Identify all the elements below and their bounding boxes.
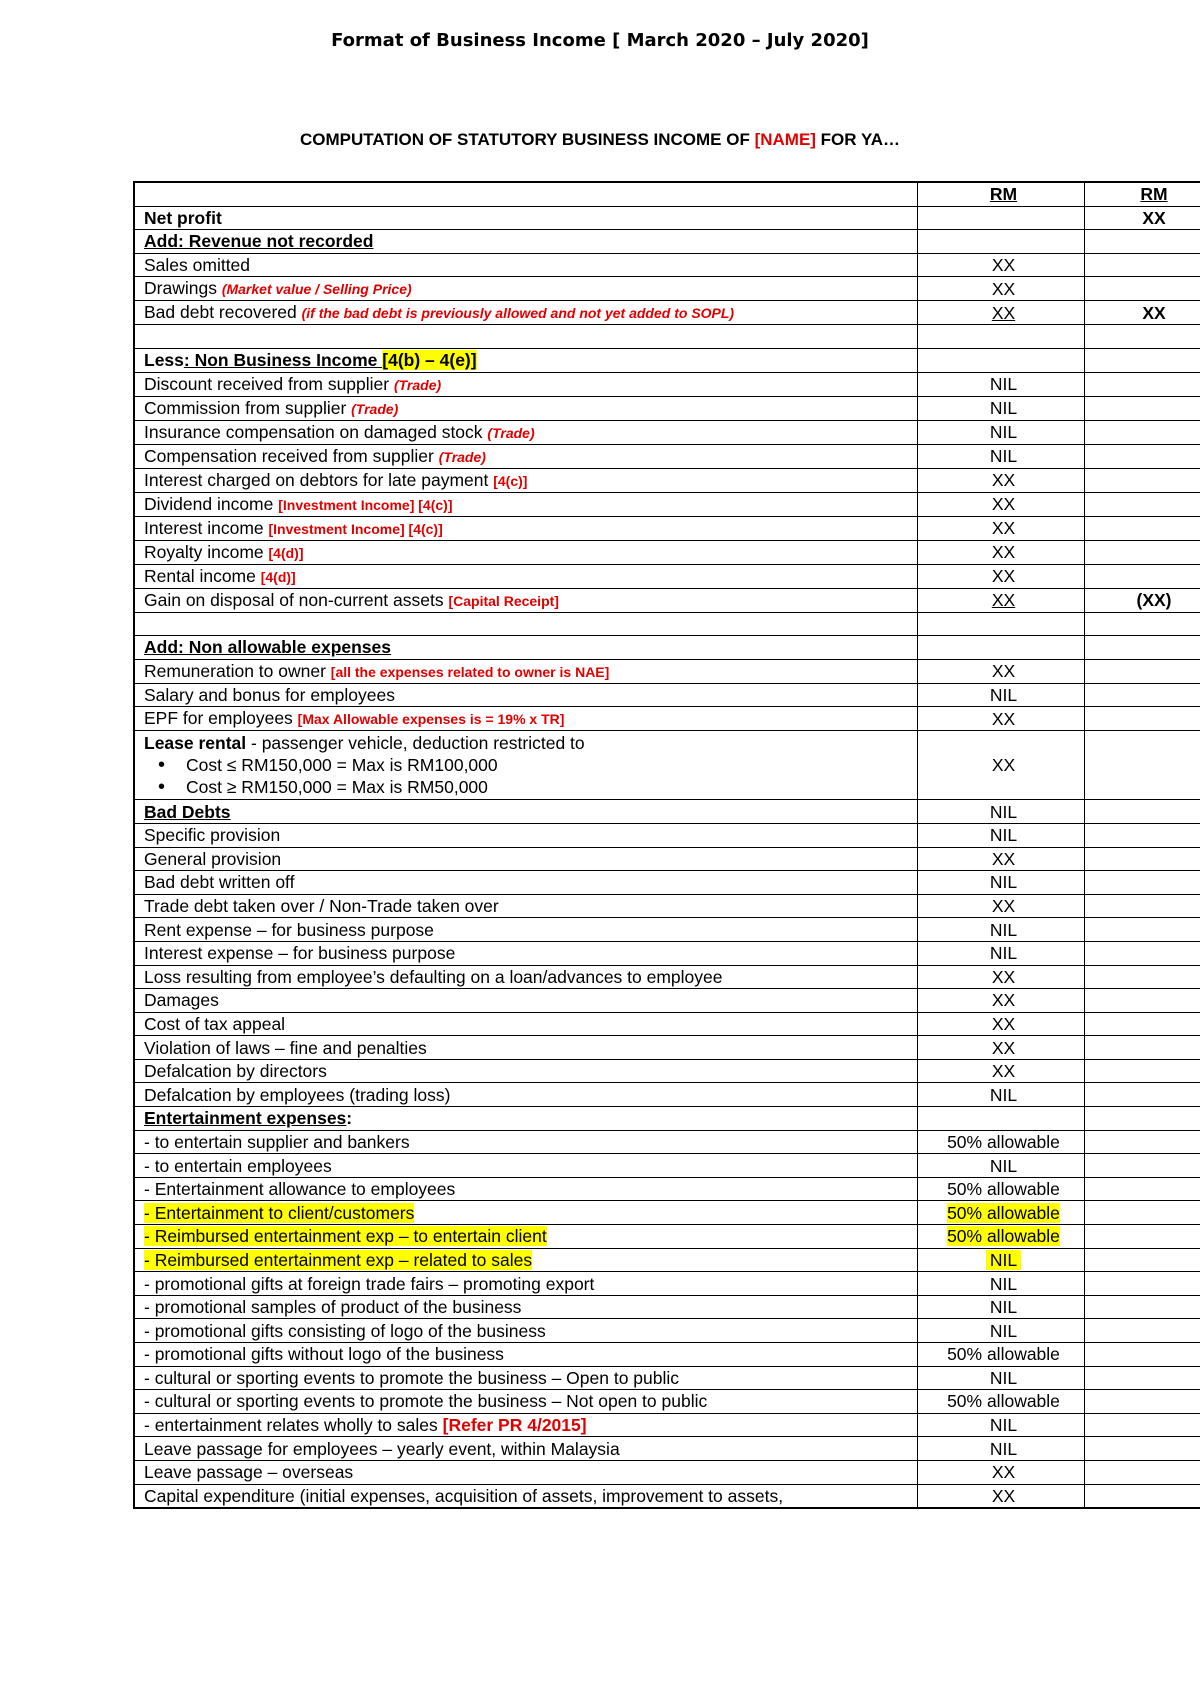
- table-row: [134, 659, 1200, 683]
- row-text: Drawings: [144, 278, 222, 299]
- row-label: - cultural or sporting events to promote the business – Open to public: [134, 1366, 918, 1390]
- section-heading: [134, 230, 918, 254]
- row-note: [Investment Income] [4(c)]: [268, 520, 443, 537]
- cell: [1085, 230, 1200, 254]
- row-note: (Trade): [351, 400, 399, 417]
- cell: [1085, 800, 1200, 824]
- cell: [1085, 1366, 1200, 1390]
- row-label: - Entertainment allowance to employees: [134, 1177, 918, 1201]
- cell: [1085, 1413, 1200, 1437]
- document-title: Format of Business Income [ March 2020 – July 2020]: [331, 30, 869, 51]
- table-row: [134, 253, 1200, 277]
- table-row: [134, 1366, 1200, 1390]
- lease-bold: Lease rental: [144, 733, 247, 754]
- heading-prefix: COMPUTATION OF STATUTORY BUSINESS INCOME OF: [299, 130, 755, 149]
- row-note: [Refer PR 4/2015]: [442, 1415, 587, 1436]
- row-value: XX: [918, 277, 1085, 301]
- row-label: [134, 492, 918, 516]
- cell: [1085, 918, 1200, 942]
- table-row: [134, 847, 1200, 871]
- row-label: [134, 516, 918, 540]
- table-row: [134, 1413, 1200, 1437]
- highlighted-text: - Entertainment to client/customers: [144, 1202, 415, 1223]
- row-label: [134, 564, 918, 588]
- table-row: [134, 372, 1200, 396]
- cell: [1085, 1201, 1200, 1225]
- row-note: [Capital Receipt]: [448, 592, 559, 609]
- table-row: [134, 468, 1200, 492]
- row-value: XX: [918, 1460, 1085, 1484]
- table-row: [134, 1083, 1200, 1107]
- row-note: (Trade): [393, 376, 442, 393]
- section-heading: [134, 1107, 918, 1131]
- row-value: XX: [918, 588, 1085, 612]
- row-note: (Trade): [487, 424, 535, 441]
- rm-header-2: RM: [1085, 182, 1200, 206]
- cell: [1085, 1343, 1200, 1367]
- row-label: Leave passage – overseas: [134, 1460, 918, 1484]
- table-row: [134, 516, 1200, 540]
- table-row-highlighted: [134, 1201, 1200, 1225]
- row-label: [134, 707, 918, 731]
- table-row: [134, 707, 1200, 731]
- cell: [918, 1107, 1085, 1131]
- cell: [1085, 871, 1200, 895]
- table-row: [134, 540, 1200, 564]
- table-row: [134, 1319, 1200, 1343]
- cell: [1085, 468, 1200, 492]
- highlighted-value: NIL: [986, 1250, 1021, 1270]
- row-label: Trade debt taken over / Non-Trade taken over: [134, 894, 918, 918]
- heading-name: [NAME]: [754, 130, 816, 149]
- row-value: NIL: [918, 823, 1085, 847]
- table-row: [134, 588, 1200, 612]
- lease-rental-cell: [134, 731, 918, 800]
- row-value-2: XX: [1085, 206, 1200, 230]
- cell: [1085, 1319, 1200, 1343]
- table-row: [134, 965, 1200, 989]
- row-note: [all the expenses related to owner is NAE]: [330, 663, 610, 680]
- section-heading: [134, 800, 918, 824]
- table-row: [134, 636, 1200, 660]
- section-label: Bad Debts: [144, 801, 231, 822]
- row-label: Cost of tax appeal: [134, 1012, 918, 1036]
- cell: [1085, 540, 1200, 564]
- row-value: 50% allowable: [918, 1390, 1085, 1414]
- highlighted-value: 50% allowable: [947, 1226, 1060, 1247]
- cell: [918, 612, 1085, 636]
- cell: [1085, 396, 1200, 420]
- row-text: Gain on disposal of non-current assets: [144, 589, 449, 610]
- cell: [1085, 444, 1200, 468]
- cell: [1085, 1295, 1200, 1319]
- cell: [134, 182, 918, 206]
- row-label: [134, 588, 918, 612]
- row-label: Specific provision: [134, 823, 918, 847]
- section-heading: [134, 636, 918, 660]
- row-note: (Trade): [438, 448, 486, 465]
- row-label: Violation of laws – fine and penalties: [134, 1036, 918, 1060]
- section-colon: :: [346, 1108, 353, 1129]
- cell: [1085, 1130, 1200, 1154]
- row-label: [134, 444, 918, 468]
- row-value: NIL: [918, 372, 1085, 396]
- empty-row: [134, 612, 1200, 636]
- section-label: Add: Revenue not recorded: [144, 231, 374, 252]
- section-prefix: Less: [144, 350, 184, 371]
- row-text: Bad debt recovered: [144, 302, 302, 323]
- section-label: Add: Non allowable expenses: [144, 637, 391, 658]
- table-row: [134, 230, 1200, 254]
- cell: [1085, 1248, 1200, 1272]
- cell: [1085, 1083, 1200, 1107]
- cell: [1085, 1225, 1200, 1249]
- row-value: NIL: [918, 918, 1085, 942]
- table-row: [134, 1012, 1200, 1036]
- row-text: Commission from supplier: [144, 397, 352, 418]
- table-row: [134, 396, 1200, 420]
- row-value: [918, 1248, 1085, 1272]
- table-row: [134, 348, 1200, 372]
- lease-line: [144, 732, 913, 754]
- row-label: - to entertain employees: [134, 1154, 918, 1178]
- row-value: [918, 1225, 1085, 1249]
- highlighted-text: - Reimbursed entertainment exp – related to sales: [144, 1249, 533, 1270]
- table-row: [134, 1390, 1200, 1414]
- row-value: 50% allowable: [918, 1343, 1085, 1367]
- row-label: [134, 540, 918, 564]
- row-label: - promotional gifts without logo of the business: [134, 1343, 918, 1367]
- row-note: [4(d)]: [260, 568, 296, 585]
- table-row: [134, 1484, 1200, 1508]
- row-label: [134, 420, 918, 444]
- table-row: [134, 941, 1200, 965]
- row-label: - promotional samples of product of the business: [134, 1295, 918, 1319]
- row-text: Insurance compensation on damaged stock: [144, 421, 488, 442]
- row-label: [134, 396, 918, 420]
- row-label: Bad debt written off: [134, 871, 918, 895]
- cell: [1085, 1059, 1200, 1083]
- computation-table: [133, 181, 1200, 1509]
- cell: [1085, 989, 1200, 1013]
- cell: [1085, 1177, 1200, 1201]
- row-note: [4(d)]: [268, 544, 304, 561]
- cell: [1085, 253, 1200, 277]
- table-row: [134, 823, 1200, 847]
- table-row: [134, 564, 1200, 588]
- cell: [1085, 1036, 1200, 1060]
- cell: [1085, 1154, 1200, 1178]
- row-value: NIL: [918, 1319, 1085, 1343]
- cell: [918, 636, 1085, 660]
- table-row: [134, 206, 1200, 230]
- cell: [1085, 372, 1200, 396]
- table-row: [134, 1177, 1200, 1201]
- cell: [1085, 894, 1200, 918]
- table-row: [134, 492, 1200, 516]
- cell: [1085, 564, 1200, 588]
- row-value: XX: [918, 253, 1085, 277]
- row-label: Rent expense – for business purpose: [134, 918, 918, 942]
- row-label: Defalcation by directors: [134, 1059, 918, 1083]
- cell: [134, 325, 918, 349]
- row-label: [134, 1225, 918, 1249]
- highlighted-value: 50% allowable: [947, 1202, 1060, 1223]
- row-value: XX: [918, 1036, 1085, 1060]
- row-label: Leave passage for employees – yearly event, within Malaysia: [134, 1437, 918, 1461]
- row-label: Sales omitted: [134, 253, 918, 277]
- row-value: NIL: [918, 800, 1085, 824]
- table-row: [134, 1295, 1200, 1319]
- cell: [1085, 612, 1200, 636]
- row-text: Discount received from supplier: [144, 373, 394, 394]
- row-value: XX: [918, 731, 1085, 800]
- heading-suffix: FOR YA…: [815, 130, 901, 149]
- cell: [1085, 707, 1200, 731]
- cell: [134, 612, 918, 636]
- row-label: Damages: [134, 989, 918, 1013]
- empty-row: [134, 325, 1200, 349]
- row-label: Defalcation by employees (trading loss): [134, 1083, 918, 1107]
- section-label: : Non Business Income: [183, 350, 383, 371]
- row-label: - promotional gifts consisting of logo of the business: [134, 1319, 918, 1343]
- row-value: NIL: [918, 1083, 1085, 1107]
- row-label: Interest expense – for business purpose: [134, 941, 918, 965]
- cell: [1085, 420, 1200, 444]
- table-row: [134, 800, 1200, 824]
- cell: [918, 206, 1085, 230]
- rm-header-1: RM: [918, 182, 1085, 206]
- row-value: NIL: [918, 1366, 1085, 1390]
- row-value: XX: [918, 492, 1085, 516]
- row-text: Remuneration to owner: [144, 660, 331, 681]
- table-row: [134, 1130, 1200, 1154]
- row-label: General provision: [134, 847, 918, 871]
- cell: [1085, 1437, 1200, 1461]
- row-value: [918, 1201, 1085, 1225]
- cell: [1085, 636, 1200, 660]
- row-value: NIL: [918, 1437, 1085, 1461]
- table-row: [134, 420, 1200, 444]
- cell: [1085, 965, 1200, 989]
- row-value: XX: [918, 1059, 1085, 1083]
- cell: [1085, 325, 1200, 349]
- row-label: Net profit: [134, 206, 918, 230]
- row-value: XX: [918, 707, 1085, 731]
- table-row: [134, 1036, 1200, 1060]
- row-label: [134, 372, 918, 396]
- row-value: XX: [918, 301, 1085, 325]
- cell: [1085, 1272, 1200, 1296]
- table-row: [134, 277, 1200, 301]
- row-value: NIL: [918, 420, 1085, 444]
- row-value: XX: [918, 965, 1085, 989]
- highlighted-text: - Reimbursed entertainment exp – to entertain client: [144, 1226, 547, 1247]
- table-row: [134, 1059, 1200, 1083]
- table-row: [134, 731, 1200, 800]
- lease-bullets: [144, 754, 913, 798]
- cell: [1085, 683, 1200, 707]
- table-row: [134, 1154, 1200, 1178]
- row-value: NIL: [918, 1295, 1085, 1319]
- cell: [1085, 659, 1200, 683]
- row-text: Royalty income: [144, 541, 269, 562]
- row-value: XX: [918, 1484, 1085, 1508]
- row-value: NIL: [918, 871, 1085, 895]
- cell: [1085, 731, 1200, 800]
- table-row: [134, 301, 1200, 325]
- row-text: Interest income: [144, 517, 269, 538]
- table-row: [134, 918, 1200, 942]
- row-note: (if the bad debt is previously allowed and not yet added to SOPL): [301, 305, 735, 322]
- section-ref: [4(b) – 4(e)]: [382, 350, 477, 371]
- cell: [1085, 1484, 1200, 1508]
- row-text: - entertainment relates wholly to sales: [144, 1415, 443, 1436]
- row-text: Interest charged on debtors for late payment: [144, 469, 494, 490]
- cell: [918, 325, 1085, 349]
- row-value: XX: [918, 1012, 1085, 1036]
- row-text: Rental income: [144, 565, 261, 586]
- cell: [1085, 1460, 1200, 1484]
- row-value: XX: [918, 894, 1085, 918]
- cell: [918, 230, 1085, 254]
- cell: [1085, 847, 1200, 871]
- cell: [918, 348, 1085, 372]
- row-label: - promotional gifts at foreign trade fairs – promoting export: [134, 1272, 918, 1296]
- row-label: [134, 468, 918, 492]
- table-row: [134, 1460, 1200, 1484]
- cell: [1085, 941, 1200, 965]
- row-note: [Max Allowable expenses is = 19% x TR]: [297, 711, 565, 728]
- row-value: NIL: [918, 396, 1085, 420]
- row-label: - to entertain supplier and bankers: [134, 1130, 918, 1154]
- row-value: XX: [918, 540, 1085, 564]
- table-row-highlighted: [134, 1248, 1200, 1272]
- row-label: - cultural or sporting events to promote the business – Not open to public: [134, 1390, 918, 1414]
- table-row: [134, 989, 1200, 1013]
- row-value: XX: [918, 468, 1085, 492]
- row-value: XX: [918, 659, 1085, 683]
- table-row: [134, 1343, 1200, 1367]
- cell: [1085, 348, 1200, 372]
- table-row: [134, 1437, 1200, 1461]
- section-label: Entertainment expenses: [144, 1108, 347, 1129]
- list-item: • Cost ≤ RM150,000 = Max is RM100,000: [172, 754, 913, 776]
- section-heading: [134, 348, 918, 372]
- row-text: Dividend income: [144, 493, 279, 514]
- row-note: (Market value / Selling Price): [221, 281, 412, 298]
- cell: [1085, 823, 1200, 847]
- lease-text: - passenger vehicle, deduction restricted to: [246, 733, 585, 754]
- cell: [1085, 492, 1200, 516]
- row-label: [134, 659, 918, 683]
- cell: [1085, 277, 1200, 301]
- cell: [1085, 1390, 1200, 1414]
- row-value: XX: [918, 847, 1085, 871]
- table-row: [134, 1272, 1200, 1296]
- row-value: 50% allowable: [918, 1130, 1085, 1154]
- row-label: [134, 1248, 918, 1272]
- row-value: NIL: [918, 444, 1085, 468]
- row-value: 50% allowable: [918, 1177, 1085, 1201]
- row-label: Loss resulting from employee’s defaulting on a loan/advances to employee: [134, 965, 918, 989]
- cell: [1085, 1107, 1200, 1131]
- row-value-2: (XX): [1085, 588, 1200, 612]
- cell: [1085, 1012, 1200, 1036]
- computation-heading: [0, 130, 1200, 150]
- row-value: XX: [918, 564, 1085, 588]
- list-item: • Cost ≥ RM150,000 = Max is RM50,000: [172, 776, 913, 798]
- row-value-2: XX: [1085, 301, 1200, 325]
- row-value: XX: [918, 516, 1085, 540]
- row-label: Capital expenditure (initial expenses, acquisition of assets, improvement to assets,: [134, 1484, 918, 1508]
- table-row-highlighted: [134, 1225, 1200, 1249]
- row-note: [4(c)]: [493, 472, 528, 489]
- table-row: [134, 1107, 1200, 1131]
- table-row: [134, 894, 1200, 918]
- row-label: [134, 301, 918, 325]
- row-value: NIL: [918, 1413, 1085, 1437]
- row-text: Compensation received from supplier: [144, 445, 439, 466]
- header-row: [134, 182, 1200, 206]
- table-row: [134, 444, 1200, 468]
- row-value: NIL: [918, 941, 1085, 965]
- row-label: [134, 277, 918, 301]
- row-value: NIL: [918, 1272, 1085, 1296]
- row-note: [Investment Income] [4(c)]: [278, 496, 453, 513]
- row-value: NIL: [918, 683, 1085, 707]
- row-label: [134, 1201, 918, 1225]
- table-row: [134, 871, 1200, 895]
- row-label: Salary and bonus for employees: [134, 683, 918, 707]
- row-value: NIL: [918, 1154, 1085, 1178]
- row-label: [134, 1413, 918, 1437]
- table-row: [134, 683, 1200, 707]
- row-value: XX: [918, 989, 1085, 1013]
- row-text: EPF for employees: [144, 708, 298, 729]
- cell: [1085, 516, 1200, 540]
